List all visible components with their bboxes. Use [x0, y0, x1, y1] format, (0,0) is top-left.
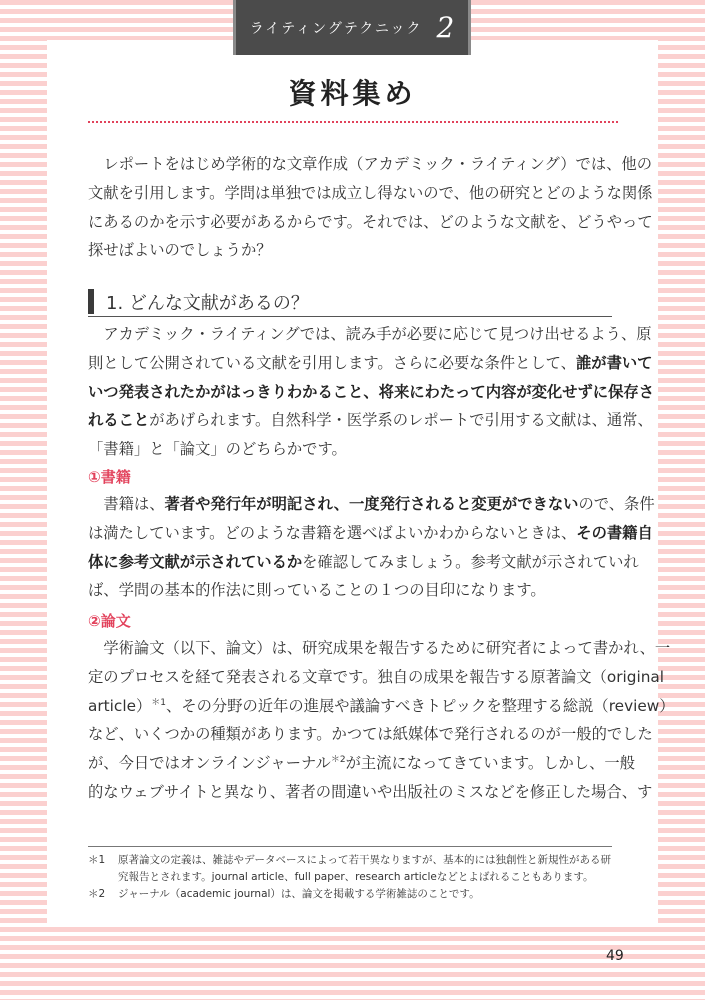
body-line — [88, 378, 654, 407]
intro-line: 探せばよいのでしょうか？ — [88, 241, 272, 260]
body-line — [88, 349, 653, 378]
body-text: 書籍は、 — [103, 495, 165, 513]
footnotes — [88, 852, 618, 903]
body-line: 的なウェブサイトと異なり、著者の間違いや出版社のミスなどを修正した場合、す — [88, 782, 653, 801]
emphasis-text: 誰が書いて — [575, 353, 653, 372]
page-number: 49 — [606, 948, 624, 964]
body-line — [88, 406, 653, 435]
body-line — [88, 519, 653, 548]
body-line: など、いくつかの種類があります。かつては紙媒体で発行されるのが一般的でした — [88, 725, 653, 744]
subheading-books: ①書籍 — [88, 468, 131, 486]
section1-paragraph — [88, 320, 654, 464]
body-line — [88, 749, 635, 778]
intro-line: レポートをはじめ学術的な文章作成（アカデミック・ライティング）では、他の — [103, 155, 653, 173]
body-text: article） — [88, 696, 152, 715]
intro-line: 文献を引用します。学問は単独では成立し得ないので、他の研究とどのような関係 — [88, 183, 653, 202]
body-text: ので、条件 — [578, 495, 655, 513]
body-line — [88, 548, 639, 577]
title-divider — [88, 121, 618, 123]
page-title: 資料集め — [288, 77, 417, 110]
body-line: 定のプロセスを経て発表される文章です。独自の成果を報告する原著論文（original — [88, 667, 665, 686]
footnote-ref: ＊2 — [330, 755, 346, 766]
body-text: を確認してみましょう。参考文献が示されていれ — [302, 552, 639, 571]
heading-bar — [88, 289, 94, 314]
section-heading — [88, 287, 612, 317]
body-text: が主流になってきています。しかし、一般 — [345, 754, 635, 773]
body-text: は満たしています。どのような書籍を選べばよいかわからないときは、 — [88, 523, 577, 542]
footnote-ref: ＊1 — [151, 697, 167, 708]
books-paragraph — [88, 490, 655, 605]
section-tab — [233, 0, 471, 55]
body-text: 、その分野の近年の進展や議論すべきトピックを整理する総説（review） — [166, 696, 675, 715]
body-line: ば、学問の基本的作法に則っていることの１つの目印になります。 — [88, 581, 546, 600]
emphasis-text: 体に参考文献が示されているか — [88, 552, 303, 571]
body-text: が、今日ではオンラインジャーナル — [88, 754, 331, 773]
footnote-divider — [88, 846, 612, 847]
body-text: 則として公開されている文献を引用します。さらに必要な条件として、 — [88, 353, 576, 372]
footnote — [88, 886, 618, 903]
footnote — [88, 852, 618, 886]
emphasis-text: れること — [88, 411, 150, 430]
footnote-mark: ＊1 — [88, 854, 106, 866]
emphasis-text: その書籍自 — [576, 523, 653, 542]
section-tab-label: ライティングテクニック — [249, 20, 423, 37]
body-text: があげられます。自然科学・医学系のレポートで引用する文献は、通常、 — [149, 411, 653, 430]
subheading-papers: ②論文 — [88, 612, 131, 630]
emphasis-text: 著者や発行年が明記され、一度発行されると変更ができない — [164, 495, 579, 513]
papers-paragraph — [88, 634, 675, 807]
footnote-mark: ＊2 — [88, 888, 106, 900]
body-line: 「書籍」と「論文」のどちらかです。 — [88, 440, 347, 459]
section-tab-number: 2 — [436, 11, 455, 44]
body-line — [88, 490, 655, 519]
body-line — [88, 692, 675, 721]
footnote-text: 原著論文の定義は、雑誌やデータベースによって若干異なりますが、基本的には独創性と新規性がある研究報告とされます。journal article、full paper、research articleなどとよばれることもあります。 — [118, 854, 611, 883]
body-line: 学術論文（以下、論文）は、研究成果を報告するために研究者によって書かれ、一 — [103, 639, 671, 657]
emphasis-text: いつ発表されたかがはっきりわかること、将来にわたって内容が変化せずに保存さ — [88, 382, 654, 401]
section-heading-text: 1. どんな文献があるの？ — [106, 292, 309, 314]
intro-paragraph — [88, 150, 653, 265]
footnote-text: ジャーナル（academic journal）は、論文を掲載する学術雑誌のことです。 — [118, 888, 480, 900]
intro-line: にあるのかを示す必要があるからです。それでは、どのような文献を、どうやって — [88, 212, 653, 231]
body-line: アカデミック・ライティングでは、読み手が必要に応じて見つけ出せるよう、原 — [103, 325, 652, 343]
